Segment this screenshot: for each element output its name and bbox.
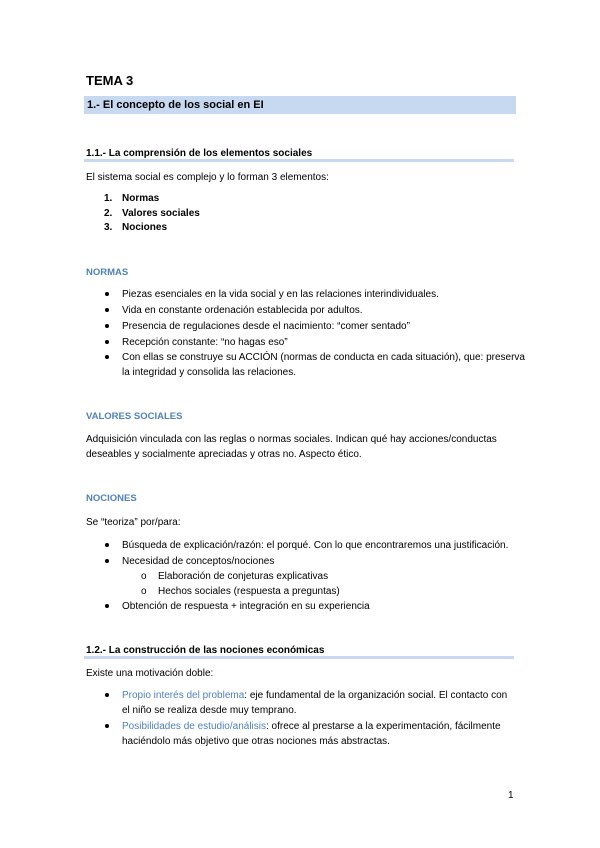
- bullet-icon: [105, 308, 109, 312]
- list-item: Necesidad de conceptos/nociones: [122, 556, 275, 567]
- bullet-icon: [105, 292, 109, 296]
- list-item-continuation: haciéndolo más objetivo que otras nociones más abstractas.: [122, 736, 390, 747]
- nociones-intro: Se “teoriza” por/para:: [86, 517, 181, 528]
- paragraph-valores-continuation: deseables y socialmente apreciadas y otras no. Aspecto ético.: [86, 449, 362, 460]
- list-item: [122, 689, 507, 702]
- heading-valores-sociales: VALORES SOCIALES: [86, 411, 183, 422]
- bullet-icon: [105, 693, 109, 697]
- paragraph-valores: Adquisición vinculada con las reglas o normas sociales. Indican qué hay acciones/conductas: [86, 434, 497, 445]
- bullet-icon: [105, 543, 109, 547]
- highlighted-term: Posibilidades de estudio/análisis: [122, 721, 266, 732]
- list-item: Presencia de regulaciones desde el nacimiento: “comer sentado”: [122, 321, 410, 332]
- bullet-icon: [105, 604, 109, 608]
- subsection-rule-1-1: [84, 159, 514, 162]
- list-number: 2.: [104, 208, 113, 219]
- bullet-icon: [105, 340, 109, 344]
- list-item: Búsqueda de explicación/razón: el porqué. Con lo que encontraremos una justificación.: [122, 540, 509, 551]
- list-item: Valores sociales: [122, 208, 200, 219]
- bullet-icon: [105, 324, 109, 328]
- page-number: 1: [508, 790, 514, 801]
- list-item: Piezas esenciales en la vida social y en las relaciones interindividuales.: [122, 289, 439, 300]
- list-number: 1.: [104, 193, 113, 204]
- list-number: 3.: [104, 222, 113, 233]
- heading-normas: NORMAS: [86, 267, 129, 278]
- bullet-icon: [105, 355, 109, 359]
- section-heading: 1.- El concepto de los social en EI: [87, 99, 264, 111]
- list-item: [122, 720, 501, 733]
- list-item: Vida en constante ordenación establecida por adultos.: [122, 305, 363, 316]
- heading-nociones: NOCIONES: [86, 493, 137, 504]
- list-item: Recepción constante: “no hagas eso”: [122, 337, 288, 348]
- subsection-heading-1-2: 1.2.- La construcción de las nociones económicas: [86, 645, 325, 656]
- list-item: Nociones: [122, 222, 168, 233]
- list-item-continuation: el niño se realiza desde muy temprano.: [122, 705, 297, 716]
- bullet-icon: [105, 559, 109, 563]
- list-item-text: : eje fundamental de la organización social. El contacto con: [244, 690, 508, 701]
- highlighted-term: Propio interés del problema: [122, 690, 245, 701]
- list-item: Con ellas se construye su ACCIÓN (normas de conducta en cada situación), que: preserva: [122, 352, 525, 363]
- sub-bullet-marker: o: [141, 586, 147, 597]
- list-item-continuation: la integridad y consolida las relaciones.: [122, 367, 296, 378]
- list-item-text: : ofrece al prestarse a la experimentación, fácilmente: [265, 721, 501, 732]
- list-item: Obtención de respuesta + integración en su experiencia: [122, 601, 370, 612]
- subsection-heading-1-1: 1.1.- La comprensión de los elementos sociales: [86, 148, 313, 159]
- sub-list-item: Elaboración de conjeturas explicativas: [158, 571, 329, 582]
- sub-bullet-marker: o: [141, 571, 147, 582]
- list-item: Normas: [122, 193, 160, 204]
- subsection-rule-1-2: [84, 656, 514, 659]
- subsection-intro: El sistema social es complejo y lo forman 3 elementos:: [86, 172, 329, 183]
- subsection-intro: Existe una motivación doble:: [86, 668, 214, 679]
- bullet-icon: [105, 724, 109, 728]
- document-title: TEMA 3: [86, 73, 134, 88]
- sub-list-item: Hechos sociales (respuesta a preguntas): [158, 586, 340, 597]
